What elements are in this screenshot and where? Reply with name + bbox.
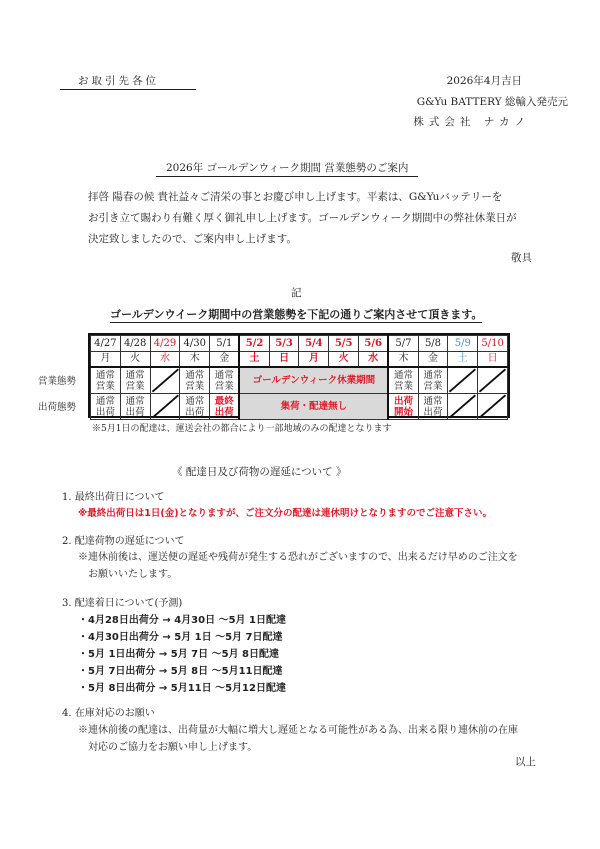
section-title: 《 配達日及び荷物の遅延について 》 [172,466,347,478]
section-1-heading: 1. 最終出荷日について [62,492,165,503]
date-cell: 5/1 [210,336,240,352]
delivery-forecast-line: ・4月28日出荷分 → 4月30日 ～5月 1日配達 [78,615,286,626]
weekday-cell: 金 [418,352,448,368]
weekday-cell: 木 [388,352,418,368]
not-applicable-slash [478,394,507,419]
issue-date: 2026年4月吉日 [446,75,522,87]
date-cell: 4/30 [180,336,210,352]
delivery-forecast-line: ・5月 8日出荷分 → 5月11日 ～5月12日配達 [78,683,286,694]
section-2-text: ※連休前後は、運送便の遅延や残荷が発生する恐れがございますので、出来るだけ早めのご注文を [78,552,518,563]
weekday-cell: 土 [239,352,269,368]
body-line: お引き立て賜わり有難く厚く御礼申し上げます。ゴールデンウィーク期間中の弊社休業日が [88,212,517,224]
row-label-business: 営業態勢 [38,376,77,387]
document-title: 2026年 ゴールデンウィーク期間 営業態勢のご案内 [156,160,418,177]
business-cell: 通常 営業 [388,367,418,394]
row-label-shipping: 出荷態勢 [38,402,77,413]
section-1-text: ※最終出荷日は1日(金)となりますが、ご注文分の配達は連休明けとなりますのでご注意下さい。 [78,508,493,519]
not-applicable-slash [478,368,507,393]
weekday-cell: 月 [91,352,121,368]
weekday-row [91,352,508,368]
section-2-text: お願いいたします。 [78,569,178,580]
business-cell: 通常 営業 [91,367,121,394]
weekday-cell: 火 [329,352,359,368]
business-cell: 通常 営業 [418,367,448,394]
date-cell: 5/5 [329,336,359,352]
weekday-cell: 火 [120,352,150,368]
delivery-forecast-line: ・4月30日出荷分 → 5月 1日 ～5月 7日配達 [78,632,283,643]
not-applicable-slash [448,368,477,393]
schedule-subtitle: ゴールデンウイーク期間中の営業態勢を下記の通りご案内させて頂きます。 [110,308,483,321]
date-cell: 4/29 [150,336,180,352]
business-cell [448,367,478,394]
table-note: ※5月1日の配達は、運送会社の都合により一部地域のみの配達となります [92,424,392,434]
weekday-cell: 水 [150,352,180,368]
section-3-heading: 3. 配達着日について(予測) [62,598,183,609]
shipping-cell: 通常 出荷 [418,394,448,420]
business-cell: 通常 営業 [210,367,240,394]
ki-mark: 記 [291,287,302,299]
business-row [91,367,508,394]
date-cell: 5/9 [448,336,478,352]
business-cell [478,367,508,394]
date-row [91,336,508,352]
date-cell: 5/3 [269,336,299,352]
shipping-cell: 最終 出荷 [210,394,240,420]
not-applicable-slash [151,394,180,419]
weekday-cell: 木 [180,352,210,368]
date-cell: 5/2 [239,336,269,352]
shipping-cell: 通常 出荷 [91,394,121,420]
date-cell: 5/4 [299,336,329,352]
not-applicable-slash [151,368,180,393]
company-name: 株式会社 ナカノ [413,116,530,128]
weekday-cell: 土 [448,352,478,368]
body-line: 拝啓 陽春の候 貴社益々ご清栄の事とお慶び申し上げます。平素は、G&Yuバッテリーを [88,191,503,203]
date-cell: 5/10 [478,336,508,352]
shipping-closed-period: 集荷・配達無し [239,394,388,420]
business-cell [150,367,180,394]
section-2-heading: 2. 配達荷物の遅延について [62,536,185,547]
date-cell: 5/8 [418,336,448,352]
date-cell: 4/27 [91,336,121,352]
schedule-table [88,333,510,418]
delivery-forecast-line: ・5月 1日出荷分 → 5月 7日 ～5月 8日配達 [78,649,280,660]
business-cell: 通常 営業 [120,367,150,394]
shipping-cell: 出荷 開始 [388,394,418,420]
date-cell: 4/28 [120,336,150,352]
shipping-cell: 通常 出荷 [180,394,210,420]
addressee: お取引先各位 [60,73,196,90]
weekday-cell: 水 [359,352,389,368]
shipping-row [91,394,508,420]
weekday-cell: 日 [478,352,508,368]
date-cell: 5/7 [388,336,418,352]
weekday-cell: 月 [299,352,329,368]
closing-keigu: 敬具 [511,252,532,264]
shipping-cell: 通常 出荷 [120,394,150,420]
delivery-forecast-line: ・5月 7日出荷分 → 5月 8日 ～5月11日配達 [78,666,283,677]
business-closed-period: ゴールデンウィーク休業期間 [239,367,388,394]
company-role: G&Yu BATTERY 総輸入発売元 [416,96,568,108]
greeting-body [88,187,517,250]
section-4-text: 対応のご協力をお願い申し上げます。 [78,742,258,753]
business-cell: 通常 営業 [180,367,210,394]
not-applicable-slash [448,394,477,419]
section-4-text: ※連休前後の配達は、出荷量が大幅に増大し遅延となる可能性がある為、出来る限り連休前の在庫 [78,725,518,736]
section-4-heading: 4. 在庫対応のお願い [62,708,155,719]
shipping-cell [478,394,508,420]
weekday-cell: 金 [210,352,240,368]
closing-ijo: 以上 [515,756,536,768]
date-cell: 5/6 [359,336,389,352]
shipping-cell [150,394,180,420]
body-line: 決定致しましたので、ご案内申し上げます。 [88,233,297,245]
shipping-cell [448,394,478,420]
weekday-cell: 日 [269,352,299,368]
